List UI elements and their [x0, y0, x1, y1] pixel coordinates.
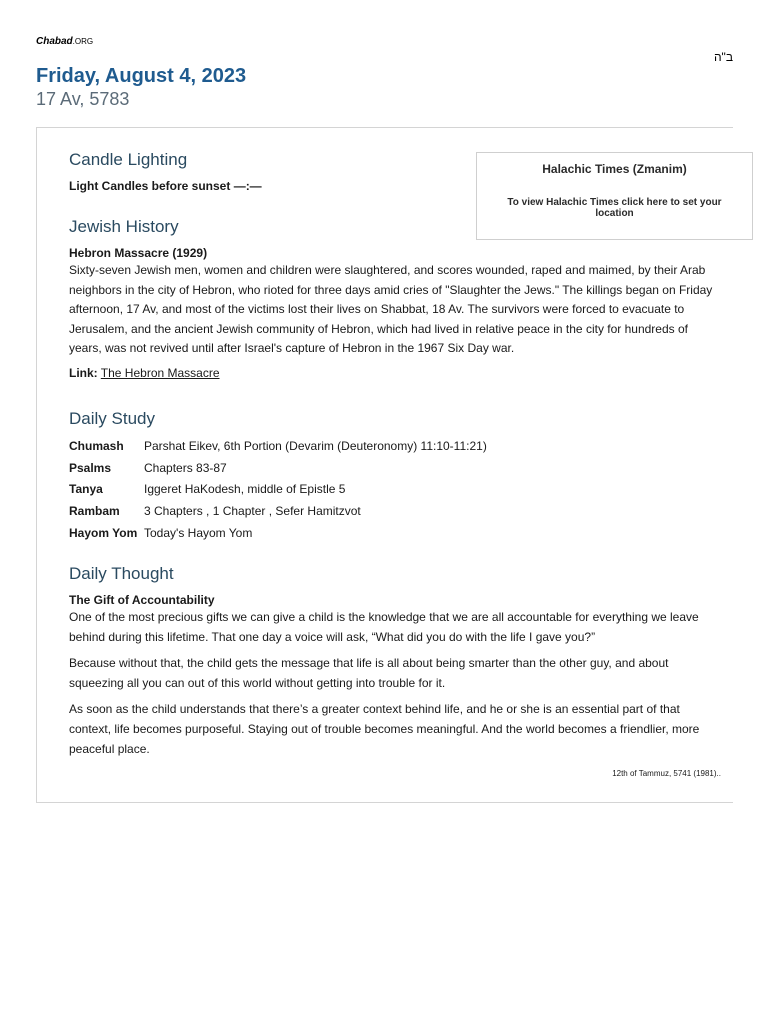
history-section	[69, 216, 721, 380]
study-row	[69, 479, 487, 501]
page-date: Friday, August 4, 2023	[36, 65, 247, 87]
history-link-row	[69, 366, 721, 380]
logo-suffix: .ORG	[72, 37, 94, 46]
study-row-value[interactable]: Chapters 83-87	[144, 460, 227, 475]
study-row	[69, 457, 487, 479]
bh-mark: ב"ה	[713, 50, 733, 64]
study-row	[69, 500, 487, 522]
study-row-value[interactable]: 3 Chapters , 1 Chapter , Sefer Hamitzvot	[144, 504, 361, 519]
history-link[interactable]: The Hebron Massacre	[100, 365, 220, 380]
study-section	[69, 408, 721, 544]
chabad-logo[interactable]	[36, 36, 93, 48]
thought-subtitle: The Gift of Accountability	[69, 593, 215, 607]
hebrew-date: 17 Av, 5783	[36, 89, 130, 109]
logo-wordmark: Chabad	[36, 36, 73, 47]
candle-title: Candle Lighting	[69, 150, 188, 169]
study-row	[69, 435, 487, 457]
zmanim-location-link[interactable]: To view Halachic Times click here to set your location	[507, 197, 722, 219]
thought-source: 12th of Tammuz, 5741 (1981)..	[612, 769, 721, 778]
study-row-value[interactable]: Today's Hayom Yom	[144, 526, 253, 541]
history-title: Jewish History	[69, 217, 179, 236]
history-body: Sixty-seven Jewish men, women and children were slaughtered, and scores wounded, raped and maimed, by their Arab neighbors in the city of Hebron, who rioted for three days amid cries of "Slaughter the Jews." The killings began on Friday afternoon, 17 Av, and most of the victims lost their lives on Shabbat, 18 Av. The survivors were forced to evacuate to Jerusalem, and the ancient Jewish community of Hebron, which had lived in relative peace in the city for hundreds of years, was not revived until after Israel's capture of Hebron in the 1967 Six Day war.	[69, 263, 713, 356]
thought-title: Daily Thought	[69, 564, 174, 583]
study-row-key: Psalms	[69, 460, 112, 475]
study-rows	[69, 435, 487, 544]
history-event-title: Hebron Massacre (1929)	[69, 246, 208, 260]
daily-panel	[36, 127, 733, 803]
study-row	[69, 522, 487, 544]
study-row-key: Rambam	[69, 504, 120, 519]
study-row-value[interactable]: Iggeret HaKodesh, middle of Epistle 5	[144, 482, 346, 497]
thought-paragraph-3: As soon as the child understands that there’s a greater context behind life, and he or she is an essential part of that context, life becomes purposeful. Staying out of trouble becomes meaningful. And the world becomes a friendlier, more peaceful place.	[69, 702, 700, 756]
study-row-key: Tanya	[69, 482, 103, 497]
zmanim-title: Halachic Times (Zmanim)	[542, 162, 687, 176]
thought-paragraph-1: One of the most precious gifts we can give a child is the knowledge that we are all accountable for everything we leave behind during this lifetime. That one day a voice will ask, “What did you do with the life I gave you?”	[69, 610, 699, 644]
candle-text: Light Candles before sunset —:—	[69, 179, 262, 193]
study-row-value[interactable]: Parshat Eikev, 6th Portion (Devarim (Deuteronomy) 11:10-11:21)	[144, 438, 487, 453]
thought-paragraph-2: Because without that, the child gets the message that life is all about being smarter than the other guy, and about squeezing all you can out of this world without getting into trouble for it.	[69, 656, 669, 690]
study-row-key: Chumash	[69, 438, 124, 453]
study-title: Daily Study	[69, 409, 155, 428]
history-link-label: Link:	[69, 365, 98, 380]
study-row-key: Hayom Yom	[69, 526, 138, 541]
thought-section	[69, 563, 721, 759]
study-table	[69, 435, 487, 544]
